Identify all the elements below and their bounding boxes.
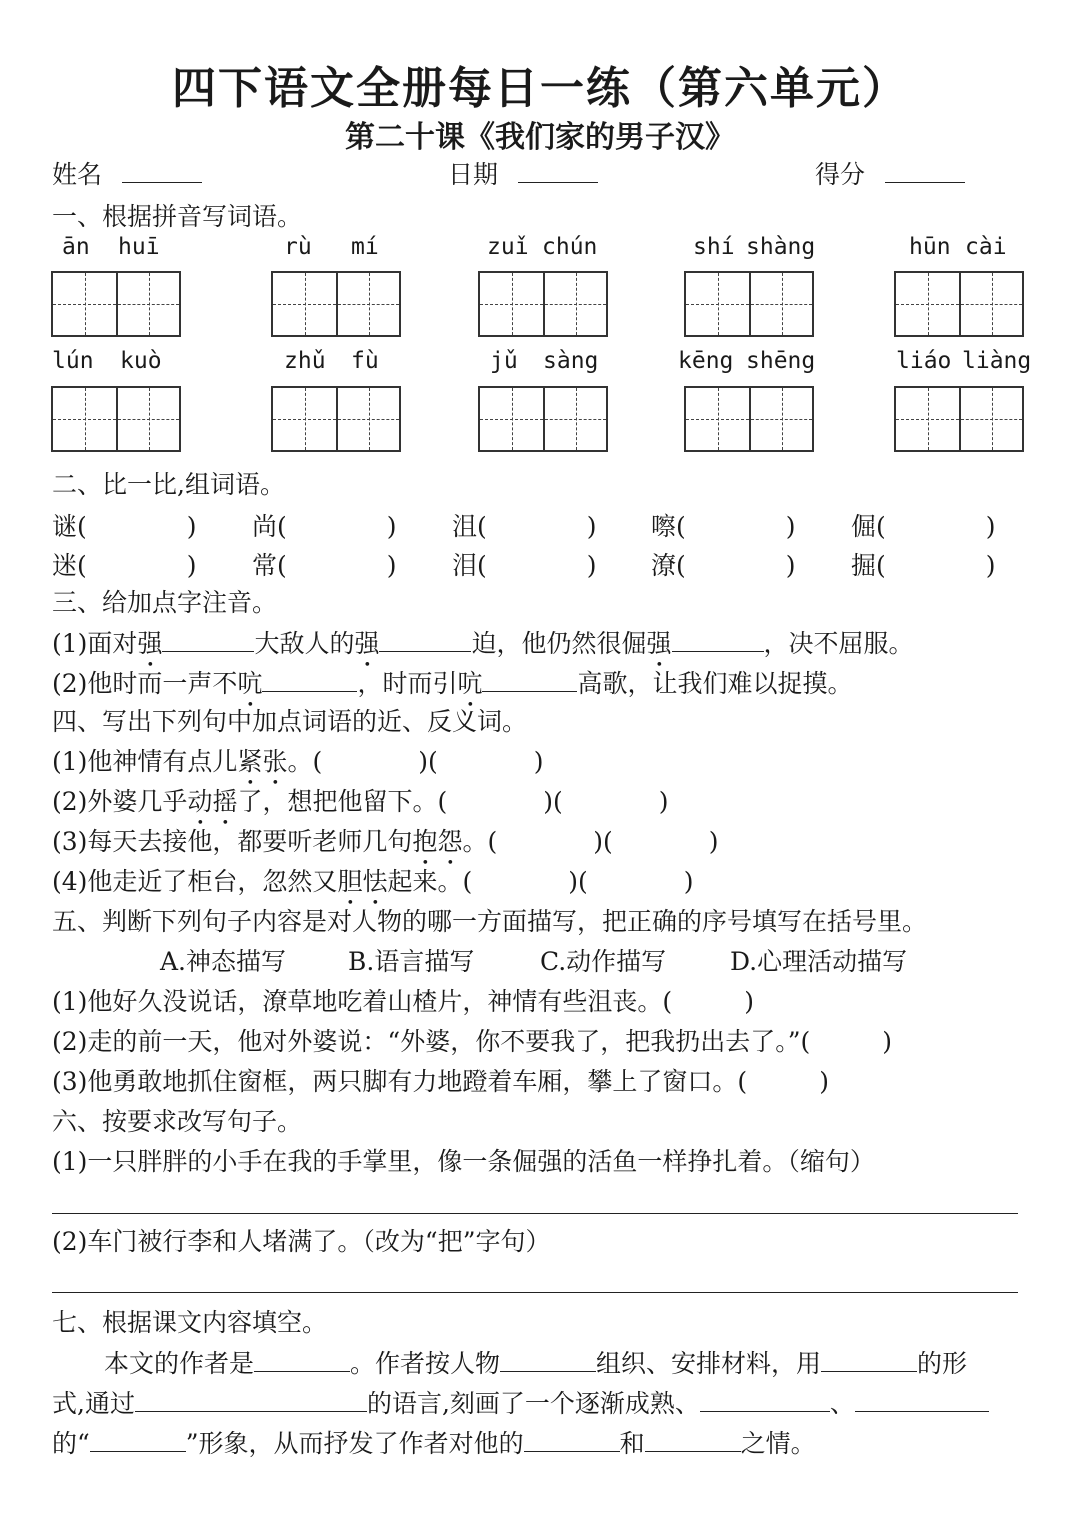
compare-item[interactable]: 潦( )	[651, 551, 796, 580]
pinyin-6a: lún	[52, 348, 94, 374]
section5-heading: 五、判断下列句子内容是对人物的哪一方面描写，把正确的序号填写在括号里。	[52, 907, 928, 936]
option-c: C.动作描写	[540, 947, 667, 976]
pinyin-9a: kēng	[678, 348, 734, 374]
writing-grid[interactable]	[478, 271, 608, 337]
compare-item[interactable]: 迷( )	[52, 551, 197, 580]
name-row	[52, 158, 202, 190]
pinyin-2a: rù	[284, 234, 312, 260]
pinyin-7a: zhǔ	[284, 348, 326, 374]
name-label: 姓名	[52, 160, 103, 189]
answer-line[interactable]	[52, 1292, 1018, 1293]
section7-line1: 本文的作者是 。作者按人物 组织、安排材料，用 的形	[104, 1349, 968, 1378]
answer-blank[interactable]	[500, 1347, 596, 1372]
pinyin-8b: sàng	[543, 348, 599, 374]
answer-blank[interactable]	[672, 627, 764, 652]
option-d: D.心理活动描写	[730, 947, 908, 976]
compare-item[interactable]: 掘( )	[851, 551, 996, 580]
name-field[interactable]	[122, 158, 202, 183]
section7-line2: 式,通过 的语言,刻画了一个逐渐成熟、 、	[52, 1387, 989, 1419]
date-label: 日期	[448, 160, 499, 189]
section5-q2: (2)走的前一天，他对外婆说：“外婆，你不要我了，把我扔出去了。”( )	[52, 1027, 893, 1056]
pinyin-10b: liàng	[962, 348, 1032, 374]
answer-line[interactable]	[52, 1213, 1018, 1214]
writing-grid[interactable]	[271, 386, 401, 452]
pinyin-3b: chún	[542, 234, 598, 260]
pinyin-4a: shí	[693, 234, 735, 260]
pinyin-4b: shàng	[746, 234, 816, 260]
answer-blank[interactable]	[262, 667, 357, 692]
writing-grid[interactable]	[51, 386, 181, 452]
pinyin-1a: ān	[62, 234, 90, 260]
section5-q3: (3)他勇敢地抓住窗框，两只脚有力地蹬着车厢，攀上了窗口。( )	[52, 1067, 829, 1096]
pinyin-5b: cài	[965, 234, 1007, 260]
compare-item[interactable]: 沮( )	[452, 512, 597, 541]
pinyin-1b: huī	[118, 234, 160, 260]
answer-blank[interactable]	[90, 1427, 186, 1452]
compare-item[interactable]: 倔( )	[851, 512, 996, 541]
pinyin-3a: zuǐ	[487, 234, 529, 260]
score-field[interactable]	[885, 158, 965, 183]
compare-item[interactable]: 谜( )	[52, 512, 197, 541]
answer-blank[interactable]	[855, 1387, 989, 1412]
pinyin-5a: hūn	[909, 234, 951, 260]
option-a: A.神态描写	[160, 947, 287, 976]
section1-heading: 一、根据拼音写词语。	[52, 202, 303, 231]
section2-heading: 二、比一比,组词语。	[52, 470, 285, 499]
answer-blank[interactable]	[821, 1347, 917, 1372]
section3-q1: (1)面对强 大敌人的强 迫，他仍然很倔强 ，决不屈服。	[52, 629, 914, 658]
answer-blank[interactable]	[524, 1427, 620, 1452]
section7-heading: 七、根据课文内容填空。	[52, 1308, 328, 1337]
section4-q2: (2)外婆几乎动摇了，想把他留下。( )( )	[52, 787, 669, 816]
compare-item[interactable]: 尚( )	[252, 512, 397, 541]
compare-item[interactable]: 泪( )	[452, 551, 597, 580]
section5-q1: (1)他好久没说话，潦草地吃着山楂片，神情有些沮丧。( )	[52, 987, 754, 1016]
writing-grid[interactable]	[271, 271, 401, 337]
lesson-subtitle: 第二十课《我们家的男子汉》	[345, 120, 735, 155]
answer-blank[interactable]	[700, 1387, 830, 1412]
answer-blank[interactable]	[162, 627, 254, 652]
score-label: 得分	[815, 160, 866, 189]
pinyin-2b: mí	[351, 234, 379, 260]
section6-q2: (2)车门被行李和人堵满了。（改为“把”字句）	[52, 1227, 551, 1256]
writing-grid[interactable]	[51, 271, 181, 337]
pinyin-9b: shēng	[746, 348, 816, 374]
pinyin-7b: fù	[351, 348, 379, 374]
compare-item[interactable]: 常( )	[252, 551, 397, 580]
writing-grid[interactable]	[478, 386, 608, 452]
section4-q4: (4)他走近了柜台，忽然又胆怯起来。( )( )	[52, 867, 694, 896]
score-row	[815, 158, 965, 190]
pinyin-6b: kuò	[120, 348, 162, 374]
answer-blank[interactable]	[135, 1387, 367, 1412]
date-row	[448, 158, 598, 190]
section7-line3: 的“ ”形象，从而抒发了作者对他的 和 之情。	[52, 1429, 816, 1458]
pinyin-10a: liáo	[896, 348, 952, 374]
answer-blank[interactable]	[379, 627, 471, 652]
answer-blank[interactable]	[482, 667, 577, 692]
date-field[interactable]	[518, 158, 598, 183]
compare-item[interactable]: 嚓( )	[651, 512, 796, 541]
section4-q1: (1)他神情有点儿紧张。( )( )	[52, 747, 544, 776]
writing-grid[interactable]	[684, 386, 814, 452]
writing-grid[interactable]	[894, 271, 1024, 337]
option-b: B.语言描写	[348, 947, 475, 976]
section3-q2: (2)他时而一声不吭 ，时而引吭 高歌，让我们难以捉摸。	[52, 669, 853, 698]
answer-blank[interactable]	[254, 1347, 350, 1372]
answer-blank[interactable]	[645, 1427, 741, 1452]
pinyin-8a: jǔ	[490, 348, 518, 374]
section3-heading: 三、给加点字注音。	[52, 588, 278, 617]
page-title: 四下语文全册每日一练（第六单元）	[172, 63, 908, 114]
writing-grid[interactable]	[684, 271, 814, 337]
section4-q3: (3)每天去接他，都要听老师几句抱怨。( )( )	[52, 827, 719, 856]
section4-heading: 四、写出下列句中加点词语的近、反义词。	[52, 707, 528, 736]
section6-heading: 六、按要求改写句子。	[52, 1107, 303, 1136]
section6-q1: (1)一只胖胖的小手在我的手掌里，像一条倔强的活鱼一样挣扎着。（缩句）	[52, 1147, 875, 1176]
writing-grid[interactable]	[894, 386, 1024, 452]
